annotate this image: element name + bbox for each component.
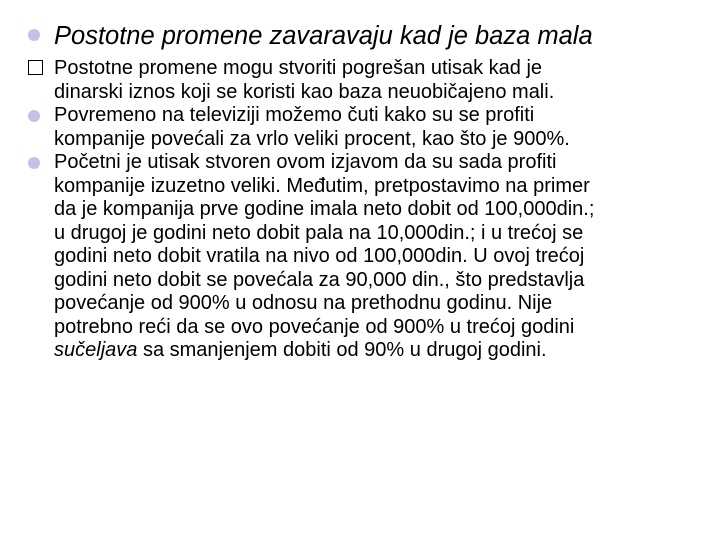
- bullet-list: [28, 57, 708, 363]
- bullet-line: u drugoj je godini neto dobit pala na 10,000din.; i u trećoj se: [54, 221, 584, 244]
- bullet-line: da je kompanija prve godine imala neto dobit od 100,000din.;: [54, 198, 595, 220]
- bullet-item: [28, 57, 708, 104]
- bullet-line: godini neto dobit se povećala za 90,000 din., što predstavlja: [54, 268, 585, 291]
- bullet-line: Povremeno na televiziji možemo čuti kako su se profiti: [54, 104, 535, 126]
- bullet-line-last: [54, 339, 708, 363]
- title-bullet-icon: [28, 29, 40, 41]
- bullet-line: kompanije povećali za vrlo veliki procent, kao što je 900%.: [54, 127, 570, 150]
- bullet-item: [28, 104, 708, 151]
- title-row: [28, 18, 708, 58]
- slide-title: Postotne promene zavaravaju kad je baza mala: [54, 22, 593, 50]
- bullet-line: kompanije izuzetno veliki. Međutim, pretpostavimo na primer: [54, 174, 590, 197]
- bullet-line-rest: sa smanjenjem dobiti od 90% u drugoj godini.: [137, 339, 547, 361]
- box-icon: [28, 60, 43, 75]
- bullet-line: dinarski iznos koji se koristi kao baza neuobičajeno mali.: [54, 80, 555, 103]
- bullet-line: povećanje od 900% u odnosu na prethodnu godinu. Nije: [54, 292, 553, 314]
- bullet-item: [28, 151, 708, 363]
- bullet-line: potrebno reći da se ovo povećanje od 900% u trećoj godini: [54, 315, 575, 338]
- bullet-line: godini neto dobit vratila na nivo od 100,000din. U ovoj trećoj: [54, 245, 585, 267]
- circle-bullet-icon: [28, 110, 40, 122]
- circle-bullet-icon: [28, 157, 40, 169]
- bullet-line: Postotne promene mogu stvoriti pogrešan utisak kad je: [54, 57, 543, 79]
- italic-word: sučeljava: [54, 339, 138, 361]
- bullet-line: Početni je utisak stvoren ovom izjavom da su sada profiti: [54, 151, 557, 173]
